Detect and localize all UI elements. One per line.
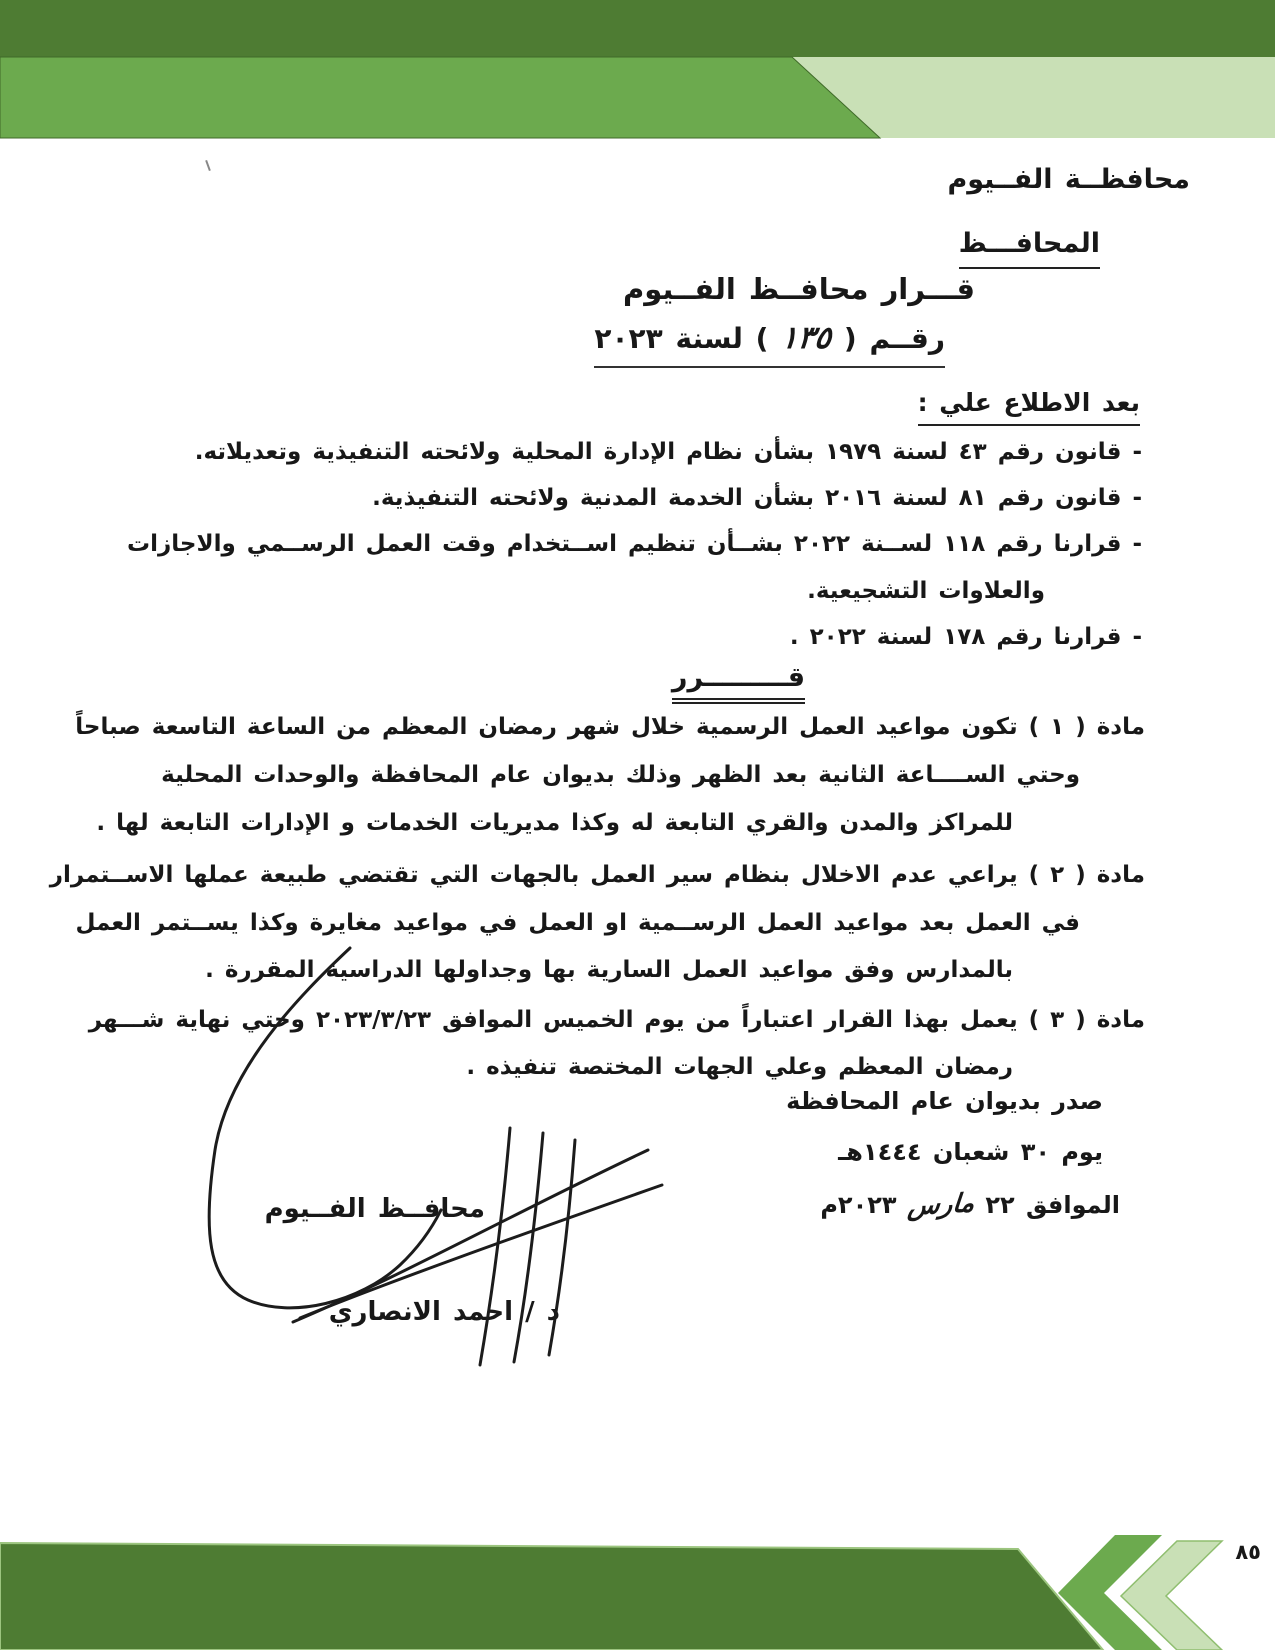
preamble-item-decree-118-2022-line2: والعلاوات التشجيعية. <box>807 578 1045 604</box>
article-2-line-2: في العمل بعد مواعيد العمل الرســمية او العمل في مواعيد مغايرة وكذا يســتمر العمل <box>75 910 1080 936</box>
preamble-item-law-81-2016: - قانون رقم ٨١ لسنة ٢٠١٦ بشأن الخدمة المدنية ولائحته التنفيذية. <box>372 485 1142 511</box>
signatory-title: محافــظ الفــيوم <box>264 1194 485 1224</box>
governor-office-label: المحافـــظ <box>959 226 1100 269</box>
decision-heading: قـــــــــرر <box>672 660 805 704</box>
gregorian-date-suffix: ٢٠٢٣م <box>820 1191 908 1219</box>
article-1-line-2: وحتي الســــاعة الثانية بعد الظهر وذلك بديوان عام المحافظة والوحدات المحلية <box>161 762 1080 788</box>
preamble-heading: بعد الاطلاع علي : <box>918 386 1140 426</box>
issuance-gregorian-date <box>820 1188 1120 1223</box>
scan-artifact-mark <box>205 160 211 171</box>
footer-light-chevron-icon <box>1121 1541 1222 1650</box>
signature-loop-stroke <box>209 948 441 1308</box>
article-3-line-1: مادة ( ٣ ) يعمل بهذا القرار اعتباراً من يوم الخميس الموافق ٢٠٢٣/٣/٢٣ وحتي نهاية شـــهر <box>88 1007 1145 1033</box>
page-number: ٨٥ <box>1235 1540 1261 1564</box>
gregorian-date-prefix: الموافق ٢٢ <box>974 1191 1120 1219</box>
header-medium-band <box>0 57 880 138</box>
article-2-line-1: مادة ( ٢ ) يراعي عدم الاخلال بنظام سير العمل بالجهات التي تقتضي طبيعة عملها الاســتمرار <box>49 862 1145 888</box>
decree-title: قـــرار محافــظ الفــيوم <box>622 272 975 306</box>
article-1-line-1: مادة ( ١ ) تكون مواعيد العمل الرسمية خلال شهر رمضان المعظم من الساعة التاسعة صباحاً <box>75 714 1145 740</box>
preamble-item-decree-178-2022: - قرارنا رقم ١٧٨ لسنة ٢٠٢٢ . <box>789 624 1142 650</box>
decree-number-prefix: رقــم ( <box>831 322 945 355</box>
article-1-line-3: للمراكز والمدن والقري التابعة له وكذا مديريات الخدمات و الإدارات التابعة لها . <box>96 810 1013 836</box>
decree-number-line <box>594 318 945 368</box>
preamble-item-law-43-1979: - قانون رقم ٤٣ لسنة ١٩٧٩ بشأن نظام الإدارة المحلية ولائحته التنفيذية وتعديلاته. <box>194 439 1142 465</box>
article-2-line-3: بالمدارس وفق مواعيد العمل السارية بها وجداولها الدراسية المقررة . <box>205 957 1013 983</box>
footer-dark-band <box>0 1543 1103 1650</box>
issuance-hijri-date: يوم ٣٠ شعبان ١٤٤٤هـ <box>838 1138 1103 1166</box>
preamble-item-decree-118-2022-line1: - قرارنا رقم ١١٨ لســنة ٢٠٢٢ بشــأن تنظيم اســتخدام وقت العمل الرســمي والاجازات <box>127 531 1142 557</box>
month-handwritten: مارس <box>906 1188 976 1222</box>
decree-number-handwritten: ١٣٥ <box>779 320 834 356</box>
header-dark-band <box>0 0 1275 57</box>
article-3-line-2: رمضان المعظم وعلي الجهات المختصة تنفيذه . <box>466 1054 1013 1080</box>
footer-medium-chevron-icon <box>1058 1535 1162 1650</box>
signatory-name: د / احمد الانصاري <box>328 1297 560 1327</box>
governorate-name: محافظــة الفــيوم <box>947 164 1190 195</box>
decree-number-suffix: ) لسنة ٢٠٢٣ <box>594 322 782 355</box>
issuance-place: صدر بديوان عام المحافظة <box>786 1087 1103 1115</box>
header-light-band <box>0 57 1275 138</box>
